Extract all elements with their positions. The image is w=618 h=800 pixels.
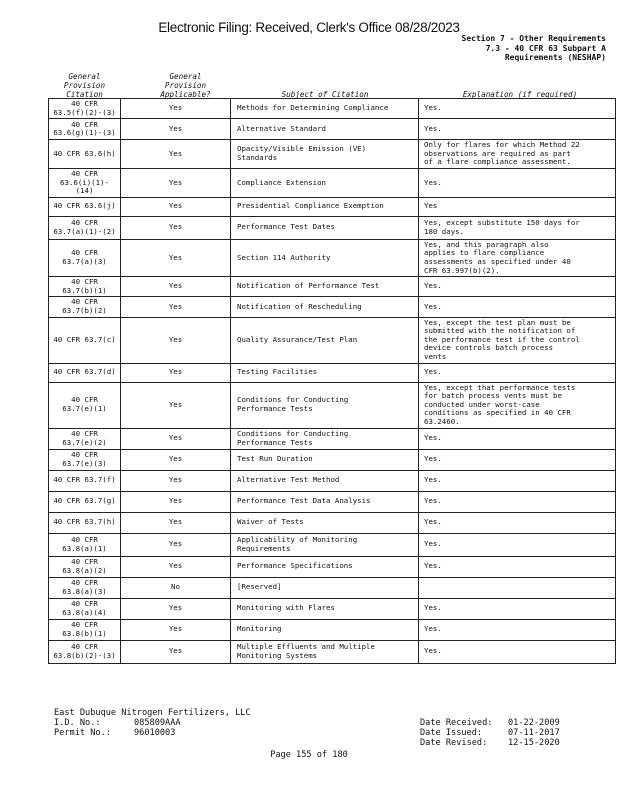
applicable-cell: Yes [121,119,231,140]
explanation-cell-line: Yes. [424,454,442,464]
applicable-cell: Yes [121,428,231,449]
permit-value: 96010003 [134,728,176,738]
table-row [49,277,616,297]
applicable-cell: Yes [121,216,231,239]
id-label: I.D. No.: [54,718,101,728]
header-citation-line: General [68,72,101,81]
subject-cell [231,197,419,216]
explanation-cell [419,598,616,619]
explanation-cell [419,99,616,119]
applicable-cell: Yes [121,556,231,577]
subject-cell [231,577,419,598]
citation-cell-line: 40 CFR [71,577,98,587]
issued-label: Date Issued: [420,728,483,738]
explanation-cell [419,317,616,363]
subject-cell-line: Quality Assurance/Test Plan [237,334,358,344]
citation-cell-line: 40 CFR 63.7(g) [53,496,116,506]
applicable-cell: Yes [121,297,231,317]
date-issued [420,728,560,738]
explanation-cell-line: Yes, and this paragraph also [424,239,549,249]
subject-cell-line: Notification of Rescheduling [237,301,362,311]
applicable-cell: Yes [121,512,231,533]
subject-cell-line: Alternative Standard [237,123,326,133]
section-heading [462,34,607,63]
subject-cell-line: Applicability of Monitoring [237,534,358,544]
citation-cell-line: 63.8(a)(1) [62,543,107,553]
citation-cell-line: 40 CFR 63.7(f) [53,475,116,485]
table-row [49,317,616,363]
footer-right [420,718,560,748]
page-number: Page 155 of 180 [270,750,348,760]
subject-cell-line: Waiver of Tests [237,517,304,527]
citation-cell [49,619,121,640]
explanation-cell-line: observations are required as part [424,148,571,158]
citation-cell-line: 40 CFR [71,99,98,108]
citation-cell-line: 63.8(a)(2) [62,565,107,575]
subject-cell [231,619,419,640]
header-citation-line: Provision [63,81,106,90]
explanation-cell [419,533,616,556]
table-row [49,382,616,428]
explanation-cell-line: Yes, except the test plan must be [424,317,571,327]
table-row [49,119,616,140]
subject-cell [231,119,419,140]
subject-cell [231,512,419,533]
citation-cell-line: 40 CFR [71,395,98,405]
subject-cell [231,216,419,239]
citation-cell-line: 40 CFR [71,168,98,178]
explanation-cell [419,491,616,512]
citation-cell-line: 63.8(b)(2)-(3) [53,650,116,660]
citation-cell [49,428,121,449]
subject-cell-line: Monitoring with Flares [237,603,335,613]
explanation-cell-line: applies to flare compliance [424,248,545,258]
header-applicable-line: Applicable? [160,90,211,99]
subject-cell [231,449,419,470]
table-row [49,428,616,449]
table-row [49,577,616,598]
subject-cell [231,168,419,197]
applicable-cell: Yes [121,470,231,491]
received-value: 01-22-2009 [508,718,560,728]
explanation-cell-line: Yes. [424,624,442,634]
subject-cell-line: Performance Tests [237,437,313,447]
explanation-cell [419,512,616,533]
explanation-cell-line: of a flare compliance assessment. [424,157,571,167]
explanation-cell-line: 63.2460. [424,416,460,426]
explanation-cell [419,428,616,449]
explanation-cell-line: Yes. [424,301,442,311]
applicable-cell: Yes [121,533,231,556]
explanation-cell [419,297,616,317]
applicable-cell: Yes [121,449,231,470]
subject-cell-line: Monitoring [237,624,282,634]
explanation-cell [419,363,616,382]
citation-cell-line: 40 CFR [71,598,98,608]
applicable-cell: Yes [121,640,231,663]
explanation-cell-line: for batch process vents must be [424,391,562,401]
applicable-cell: Yes [121,99,231,119]
citation-cell-line: 40 CFR [71,218,98,228]
citation-cell [49,556,121,577]
citation-cell-line: 63.7(b)(2) [62,305,107,315]
subject-cell [231,99,419,119]
citation-cell-line: 63.8(b)(1) [62,628,107,638]
table-row [49,363,616,382]
explanation-cell-line: Yes, except that performance tests [424,382,576,392]
explanation-cell-line: Yes. [424,123,442,133]
subject-cell [231,140,419,169]
explanation-cell-line: submitted with the notification of [424,326,576,336]
citation-cell [49,382,121,428]
subject-cell-line: Multiple Effluents and Multiple [237,641,375,651]
subject-cell [231,556,419,577]
applicable-cell: Yes [121,382,231,428]
table-row [49,533,616,556]
citation-cell [49,216,121,239]
table-row [49,140,616,169]
citation-cell-line: 40 CFR [71,119,98,129]
explanation-cell-line: device controls batch process [424,343,554,353]
citation-cell-line: 63.7(a)(1)-(2) [53,226,116,236]
citation-cell-line: 40 CFR [71,449,98,459]
citation-cell-line: 40 CFR [71,248,98,258]
subject-cell-line: Presidential Compliance Exemption [237,201,384,211]
subject-cell-line: Conditions for Conducting [237,428,349,438]
citation-cell [49,598,121,619]
subject-cell-line: Testing Facilities [237,367,318,377]
citation-cell [49,577,121,598]
citation-cell [49,491,121,512]
citation-cell-line: 40 CFR [71,619,98,629]
citation-cell-line: 63.8(a)(3) [62,586,107,596]
citation-cell [49,449,121,470]
explanation-cell-line: conditions as specified in 40 CFR [424,408,571,418]
citation-cell-line: 40 CFR 63.7(c) [53,334,116,344]
table-row [49,619,616,640]
subject-cell-line: Performance Test Data Analysis [237,496,371,506]
table-row [49,449,616,470]
citation-cell [49,168,121,197]
requirements-table-body [49,99,616,664]
issued-value: 07-11-2017 [508,728,560,738]
applicable-cell: Yes [121,619,231,640]
subject-cell-line: Conditions for Conducting [237,395,349,405]
citation-cell-line: 40 CFR [71,277,98,287]
citation-cell-line: 40 CFR 63.6(h) [53,148,116,158]
subject-cell [231,382,419,428]
explanation-cell-line: CFR 63.997(b)(2). [424,265,500,275]
explanation-cell-line: Yes. [424,646,442,656]
filing-banner: Electronic Filing: Received, Clerk's Office 08/28/2023 [158,20,460,35]
explanation-cell-line: Yes. [424,177,442,187]
citation-cell [49,277,121,297]
citation-cell [49,239,121,276]
footer-left [54,708,251,738]
header-applicable-line: Provision [164,81,207,90]
explanation-cell [419,619,616,640]
citation-cell [49,363,121,382]
id-value: 085809AAA [134,718,181,728]
explanation-cell [419,197,616,216]
applicable-cell: Yes [121,598,231,619]
citation-cell-line: 63.7(e)(3) [62,458,107,468]
citation-cell [49,99,121,119]
citation-cell [49,317,121,363]
explanation-cell-line: Yes. [424,496,442,506]
explanation-cell [419,640,616,663]
subject-cell-line: Test Run Duration [237,454,313,464]
section-line-3: Requirements (NESHAP) [504,53,606,62]
subject-cell [231,363,419,382]
subject-cell [231,533,419,556]
citation-cell [49,512,121,533]
explanation-cell-line: 180 days. [424,226,465,236]
table-row [49,640,616,663]
applicable-cell: Yes [121,239,231,276]
explanation-cell-line: conducted under worst-case [424,399,540,409]
subject-cell-line: Standards [237,153,278,163]
date-received [420,718,560,728]
date-revised [420,738,560,748]
citation-cell-line: 40 CFR 63.6(j) [53,201,116,211]
explanation-cell-line: vents [424,351,447,361]
subject-cell [231,470,419,491]
permit-number [54,728,251,738]
explanation-cell [419,556,616,577]
table-row [49,491,616,512]
explanation-cell-line: Yes. [424,367,442,377]
explanation-cell [419,449,616,470]
applicable-cell: Yes [121,277,231,297]
explanation-cell [419,277,616,297]
explanation-cell-line: Yes, except substitute 150 days for [424,218,580,228]
subject-cell-line: Methods for Determining Compliance [237,103,389,113]
subject-cell-line: Alternative Test Method [237,475,340,485]
header-citation-line: Citation [66,90,103,99]
subject-cell-line: Performance Specifications [237,561,353,571]
explanation-cell-line: Yes. [424,603,442,613]
section-line-2: 7.3 - 40 CFR 63 Subpart A [485,43,606,53]
revised-value: 12-15-2020 [508,738,560,748]
explanation-cell-line: Yes. [424,517,442,527]
citation-cell-line: 63.6(i)(1)-(14) [60,177,109,196]
citation-cell [49,297,121,317]
subject-cell [231,317,419,363]
citation-cell-line: 40 CFR 63.7(h) [53,517,116,527]
explanation-cell [419,216,616,239]
header-explanation: Explanation (if required) [462,90,578,99]
subject-cell [231,598,419,619]
received-label: Date Received: [420,718,493,728]
explanation-cell [419,577,616,598]
subject-cell [231,491,419,512]
citation-cell-line: 63.6(g)(1)-(3) [53,128,116,138]
applicable-cell: Yes [121,317,231,363]
table-row [49,168,616,197]
citation-cell-line: 40 CFR [71,556,98,566]
table-row [49,197,616,216]
section-line-1: Section 7 - Other Requirements [461,34,606,43]
explanation-cell [419,168,616,197]
table-row [49,297,616,317]
table-row [49,556,616,577]
citation-cell-line: 63.7(e)(2) [62,437,107,447]
permit-label: Permit No.: [54,728,111,738]
subject-cell-line: Opacity/Visible Emission (VE) [237,144,367,154]
subject-cell-line: Notification of Performance Test [237,281,380,291]
subject-cell-line: Compliance Extension [237,177,326,187]
company-name: East Dubuque Nitrogen Fertilizers, LLC [54,708,251,718]
explanation-cell-line: Yes. [424,475,442,485]
header-citation [48,72,121,99]
subject-cell-line: Performance Tests [237,404,313,413]
explanation-cell [419,119,616,140]
citation-cell [49,119,121,140]
explanation-cell-line: Yes. [424,281,442,291]
citation-cell-line: 40 CFR [71,428,98,438]
explanation-cell [419,382,616,428]
citation-cell [49,470,121,491]
explanation-cell [419,140,616,169]
citation-cell [49,197,121,216]
explanation-cell-line: the performance test if the control [424,334,580,344]
applicable-cell: Yes [121,363,231,382]
revised-label: Date Revised: [420,738,488,748]
citation-cell-line: 63.7(a)(3) [62,256,107,266]
table-row [49,512,616,533]
table-row [49,239,616,276]
explanation-cell [419,470,616,491]
subject-cell-line: [Reserved] [237,582,282,592]
applicable-cell: Yes [121,491,231,512]
citation-cell-line: 63.5(f)(2)-(3) [53,107,116,117]
explanation-cell-line: Yes. [424,103,442,113]
subject-cell [231,297,419,317]
subject-cell [231,277,419,297]
applicable-cell: Yes [121,140,231,169]
table-row [49,598,616,619]
explanation-cell-line: assessments as specified under 40 [424,256,571,266]
requirements-table [48,98,616,664]
explanation-cell-line: Yes [424,201,438,211]
citation-cell-line: 63.7(b)(1) [62,285,107,295]
citation-cell-line: 40 CFR 63.7(d) [53,367,116,377]
explanation-cell [419,239,616,276]
subject-cell-line: Section 114 Authority [237,252,331,262]
explanation-cell-line: Yes. [424,433,442,443]
subject-cell [231,640,419,663]
header-subject: Subject of Citation [281,90,369,99]
subject-cell [231,239,419,276]
subject-cell [231,428,419,449]
id-number [54,718,251,728]
subject-cell-line: Monitoring Systems [237,650,318,660]
applicable-cell: No [121,577,231,598]
citation-cell [49,140,121,169]
applicable-cell: Yes [121,168,231,197]
table-row [49,216,616,239]
citation-cell-line: 40 CFR [71,641,98,651]
applicable-cell: Yes [121,197,231,216]
explanation-cell-line: Only for flares for which Method 22 [424,140,580,150]
citation-cell-line: 40 CFR [71,534,98,544]
header-applicable [134,72,237,99]
citation-cell [49,640,121,663]
table-row [49,470,616,491]
explanation-cell-line: Yes. [424,561,442,571]
explanation-cell-line: Yes. [424,539,442,549]
subject-cell-line: Requirements [237,543,291,553]
citation-cell-line: 63.7(e)(1) [62,404,107,413]
header-applicable-line: General [169,72,202,81]
table-row [49,99,616,119]
subject-cell-line: Performance Test Dates [237,222,335,232]
citation-cell-line: 40 CFR [71,297,98,307]
citation-cell [49,533,121,556]
citation-cell-line: 63.8(a)(4) [62,607,107,617]
